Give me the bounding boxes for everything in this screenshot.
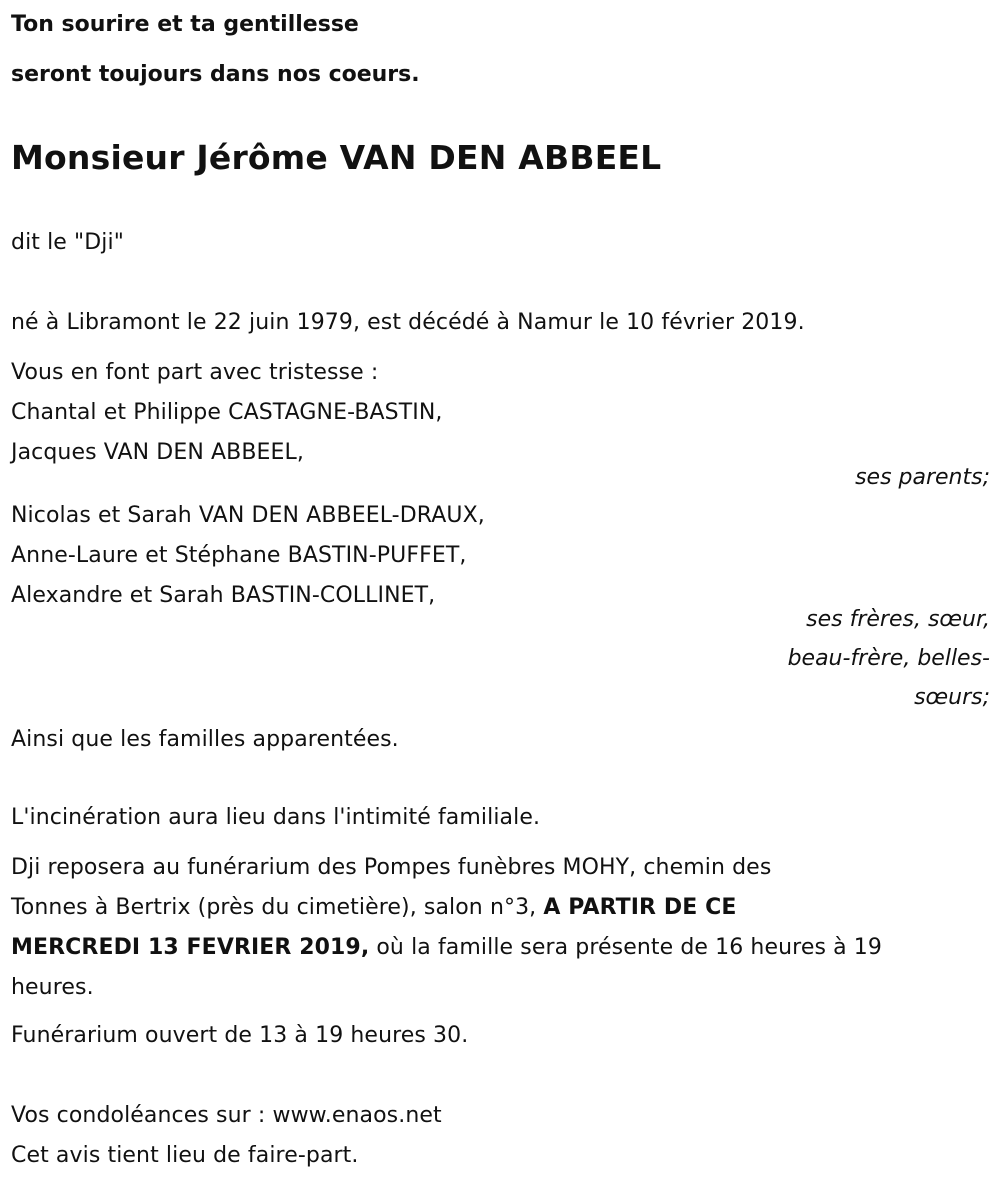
parents-list bbox=[11, 353, 443, 473]
announcement-intro: Vous en font part avec tristesse : bbox=[11, 360, 379, 385]
funeral-home-line-3 bbox=[11, 928, 882, 968]
parent-entry-2: Jacques VAN DEN ABBEEL, bbox=[11, 440, 304, 465]
related-families: Ainsi que les familles apparentées. bbox=[11, 727, 399, 752]
epigraph-line-1: Ton sourire et ta gentillesse bbox=[11, 12, 359, 37]
funeral-home-line-1: Dji reposera au funérarium des Pompes funèbres MOHY, chemin des bbox=[11, 855, 772, 880]
funeral-home-line-4: heures. bbox=[11, 975, 94, 1000]
sibling-entry-3: Alexandre et Sarah BASTIN-COLLINET, bbox=[11, 583, 436, 608]
siblings-label-line-2: beau-frère, belles- bbox=[787, 646, 990, 671]
funeral-home-line-2 bbox=[11, 888, 882, 928]
funeral-home-line-2-start: Tonnes à Bertrix (près du cimetière), salon n°3, bbox=[11, 895, 544, 920]
epigraph-line-2: seront toujours dans nos coeurs. bbox=[11, 62, 420, 87]
notice-text: Cet avis tient lieu de faire-part. bbox=[11, 1143, 359, 1168]
parents-label: ses parents; bbox=[855, 465, 990, 490]
funeral-home-hours: Funérarium ouvert de 13 à 19 heures 30. bbox=[11, 1023, 469, 1048]
condolences-link-text: Vos condoléances sur : www.enaos.net bbox=[11, 1103, 442, 1128]
epigraph bbox=[11, 0, 420, 100]
funeral-home-details bbox=[11, 848, 882, 1008]
funeral-home-line-3-end: où la famille sera présente de 16 heures à 19 bbox=[369, 935, 882, 960]
siblings-list bbox=[11, 496, 485, 616]
birth-death-statement: né à Libramont le 22 juin 1979, est décédé à Namur le 10 février 2019. bbox=[11, 310, 805, 335]
funeral-home-date-emphasis-start: A PARTIR DE CE bbox=[543, 895, 737, 920]
funeral-home-date-emphasis-end: MERCREDI 13 FEVRIER 2019, bbox=[11, 935, 370, 960]
sibling-entry-2: Anne-Laure et Stéphane BASTIN-PUFFET, bbox=[11, 543, 467, 568]
sibling-entry-1: Nicolas et Sarah VAN DEN ABBEEL-DRAUX, bbox=[11, 503, 485, 528]
footer-notes bbox=[11, 1096, 442, 1176]
siblings-label-line-3: sœurs; bbox=[914, 685, 990, 710]
nickname: dit le "Dji" bbox=[11, 230, 124, 255]
siblings-label bbox=[788, 600, 990, 717]
siblings-label-line-1: ses frères, sœur, bbox=[806, 607, 990, 632]
deceased-name-title: Monsieur Jérôme VAN DEN ABBEEL bbox=[11, 138, 662, 177]
parent-entry-1: Chantal et Philippe CASTAGNE-BASTIN, bbox=[11, 400, 443, 425]
incineration-note: L'incinération aura lieu dans l'intimité familiale. bbox=[11, 805, 541, 830]
